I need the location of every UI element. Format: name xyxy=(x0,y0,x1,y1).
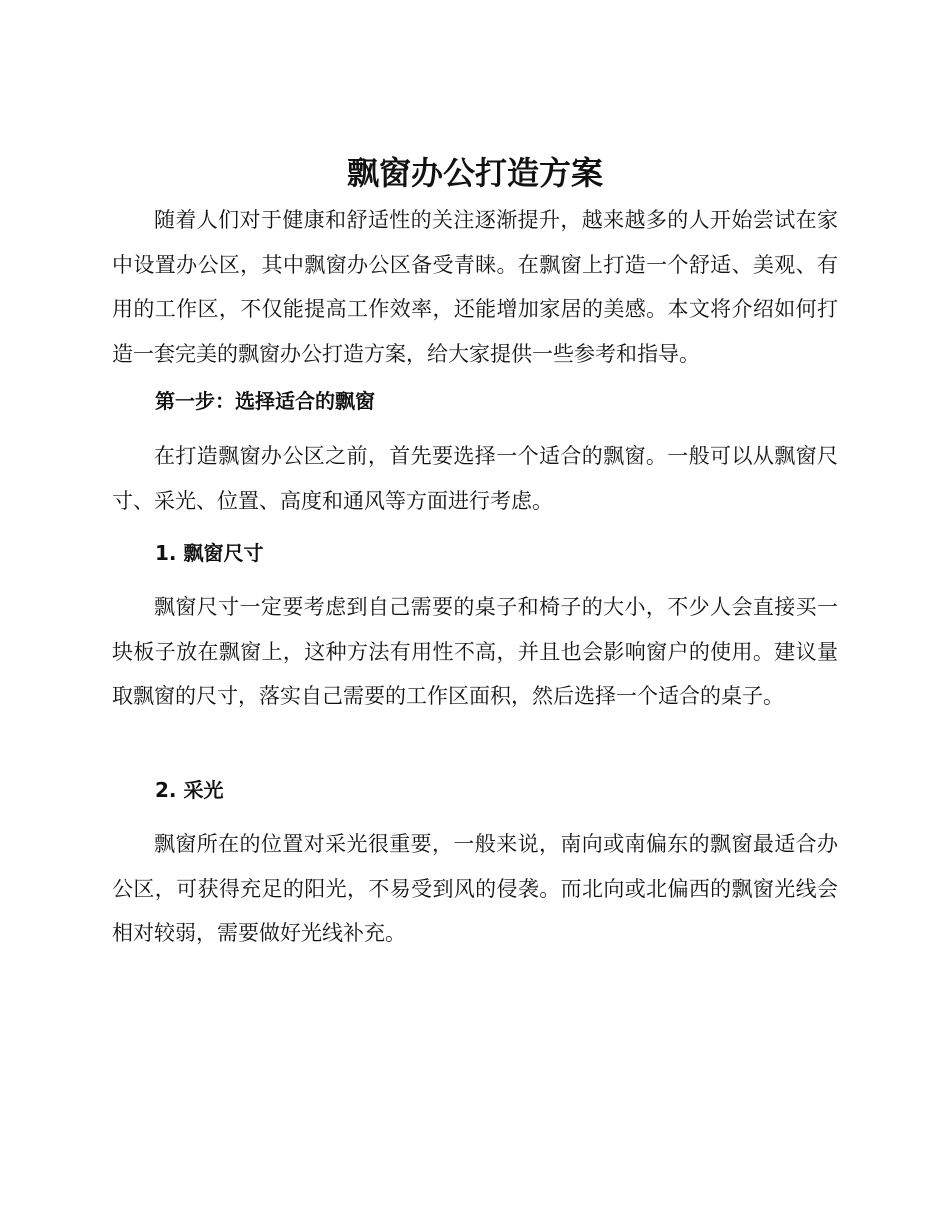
document-title: 飘窗办公打造方案 xyxy=(346,154,603,192)
section-window-size-paragraph: 飘窗尺寸一定要考虑到自己需要的桌子和椅子的大小，不少人会直接买一块板子放在飘窗上，这种方法有用性不高，并且也会影响窗户的使用。建议量取飘窗的尺寸，落实自己需要的工作区面积，然后选择一个适合的桌子。 xyxy=(112,595,838,709)
step1-heading: 第一步：选择适合的飘窗 xyxy=(155,389,375,413)
intro-paragraph: 随着人们对于健康和舒适性的关注逐渐提升，越来越多的人开始尝试在家中设置办公区，其中飘窗办公区备受青睐。在飘窗上打造一个舒适、美观、有用的工作区，不仅能提高工作效率，还能增加家居的美感。本文将介绍如何打造一套完美的飘窗办公打造方案，给大家提供一些参考和指导。 xyxy=(112,208,838,367)
section-lighting-paragraph: 飘窗所在的位置对采光很重要，一般来说，南向或南偏东的飘窗最适合办公区，可获得充足的阳光，不易受到风的侵袭。而北向或北偏西的飘窗光线会相对较弱，需要做好光线补充。 xyxy=(112,832,838,946)
section-lighting-heading: 2. 采光 xyxy=(155,778,224,802)
step1-paragraph: 在打造飘窗办公区之前，首先要选择一个适合的飘窗。一般可以从飘窗尺寸、采光、位置、高度和通风等方面进行考虑。 xyxy=(112,444,838,513)
section-window-size-heading: 1. 飘窗尺寸 xyxy=(155,541,264,565)
